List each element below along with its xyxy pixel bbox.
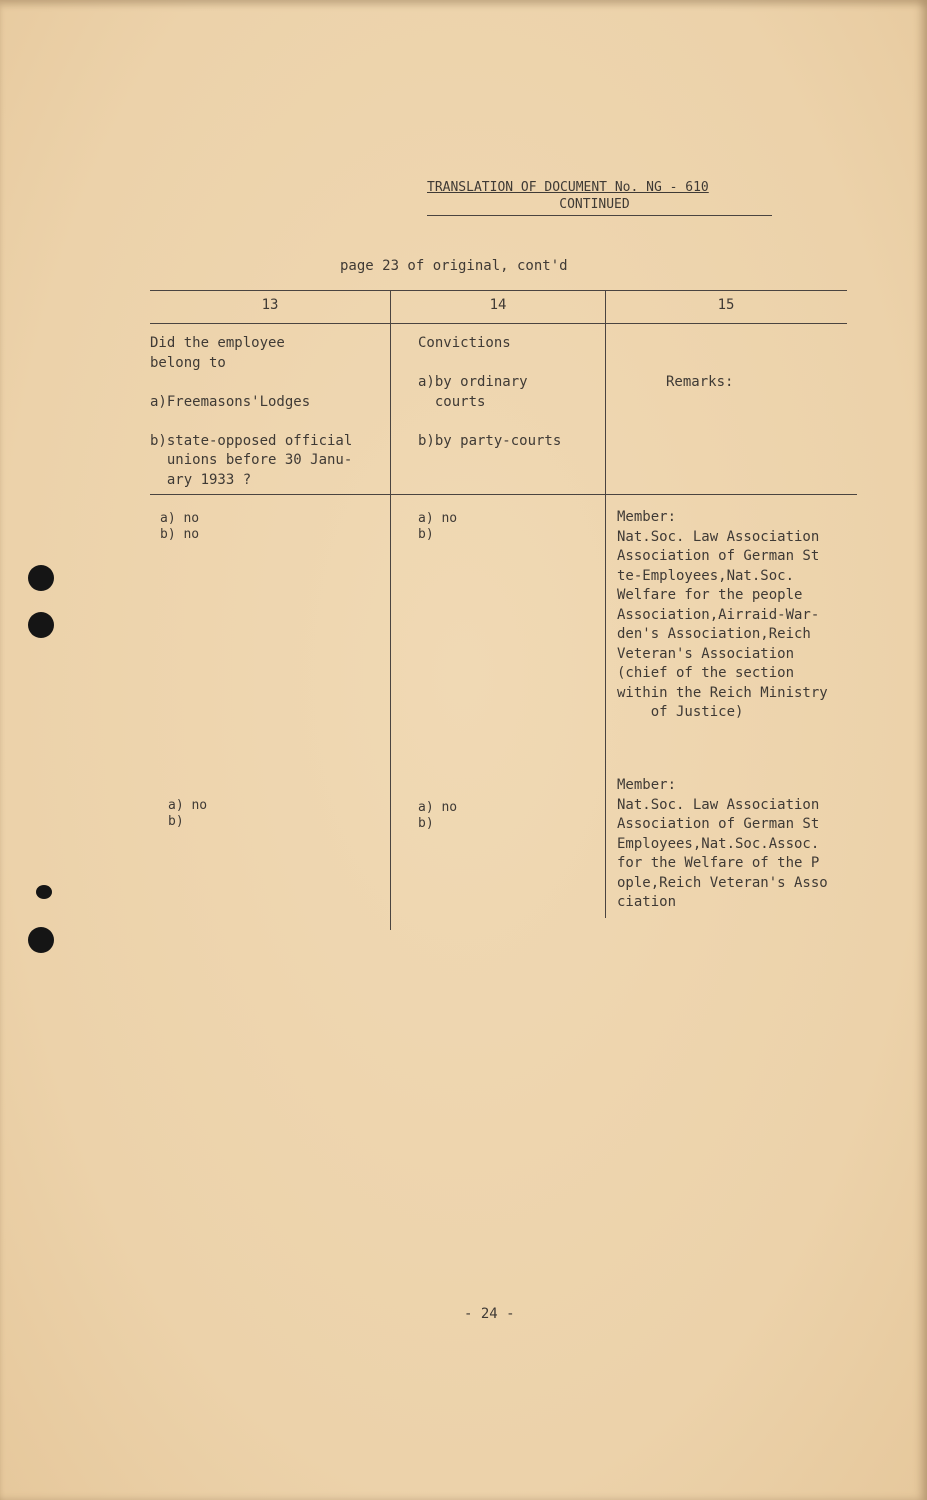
table-heading-rule bbox=[150, 494, 857, 495]
header-rule bbox=[427, 215, 772, 216]
row1-col13: a) no b) no bbox=[160, 511, 200, 542]
ink-blot bbox=[36, 885, 52, 899]
punch-hole bbox=[28, 612, 54, 638]
row2-col13: a) no b) bbox=[168, 798, 208, 829]
table-top-rule bbox=[150, 290, 847, 291]
row2-remarks: Member: Nat.Soc. Law Association Association of German St Employees,Nat.Soc.Assoc. for the Welfare of the P ople,Reich Veteran's Asso ciation bbox=[617, 777, 828, 910]
column-divider bbox=[390, 290, 391, 930]
column-14-heading: Convictions a)by ordinary courts b)by party-courts bbox=[418, 335, 562, 449]
header-subtitle: CONTINUED bbox=[559, 197, 630, 212]
document-header bbox=[427, 180, 772, 212]
column-number-14: 14 bbox=[489, 297, 507, 313]
row1-col14: a) no b) bbox=[418, 511, 458, 542]
page-reference: page 23 of original, cont'd bbox=[340, 258, 568, 274]
table-header-rule bbox=[150, 323, 847, 324]
header-title: TRANSLATION OF DOCUMENT No. NG - 610 bbox=[427, 180, 709, 195]
page-number: - 24 - bbox=[464, 1306, 515, 1322]
punch-hole bbox=[28, 565, 54, 591]
column-divider bbox=[605, 290, 606, 918]
row2-col14: a) no b) bbox=[418, 800, 458, 831]
punch-hole bbox=[28, 927, 54, 953]
column-number-15: 15 bbox=[717, 297, 735, 313]
row1-remarks: Member: Nat.Soc. Law Association Association of German St te-Employees,Nat.Soc. Welfare for the people Association,Airraid-War- den's Association,Reich Veteran's Association (chief of the section within the Reich Ministry of Justice) bbox=[617, 509, 828, 720]
column-13-heading: Did the employee belong to a)Freemasons'Lodges b)state-opposed official unions before 30 Janu- ary 1933 ? bbox=[150, 335, 353, 488]
column-15-heading: Remarks: bbox=[666, 374, 734, 390]
column-number-13: 13 bbox=[261, 297, 279, 313]
